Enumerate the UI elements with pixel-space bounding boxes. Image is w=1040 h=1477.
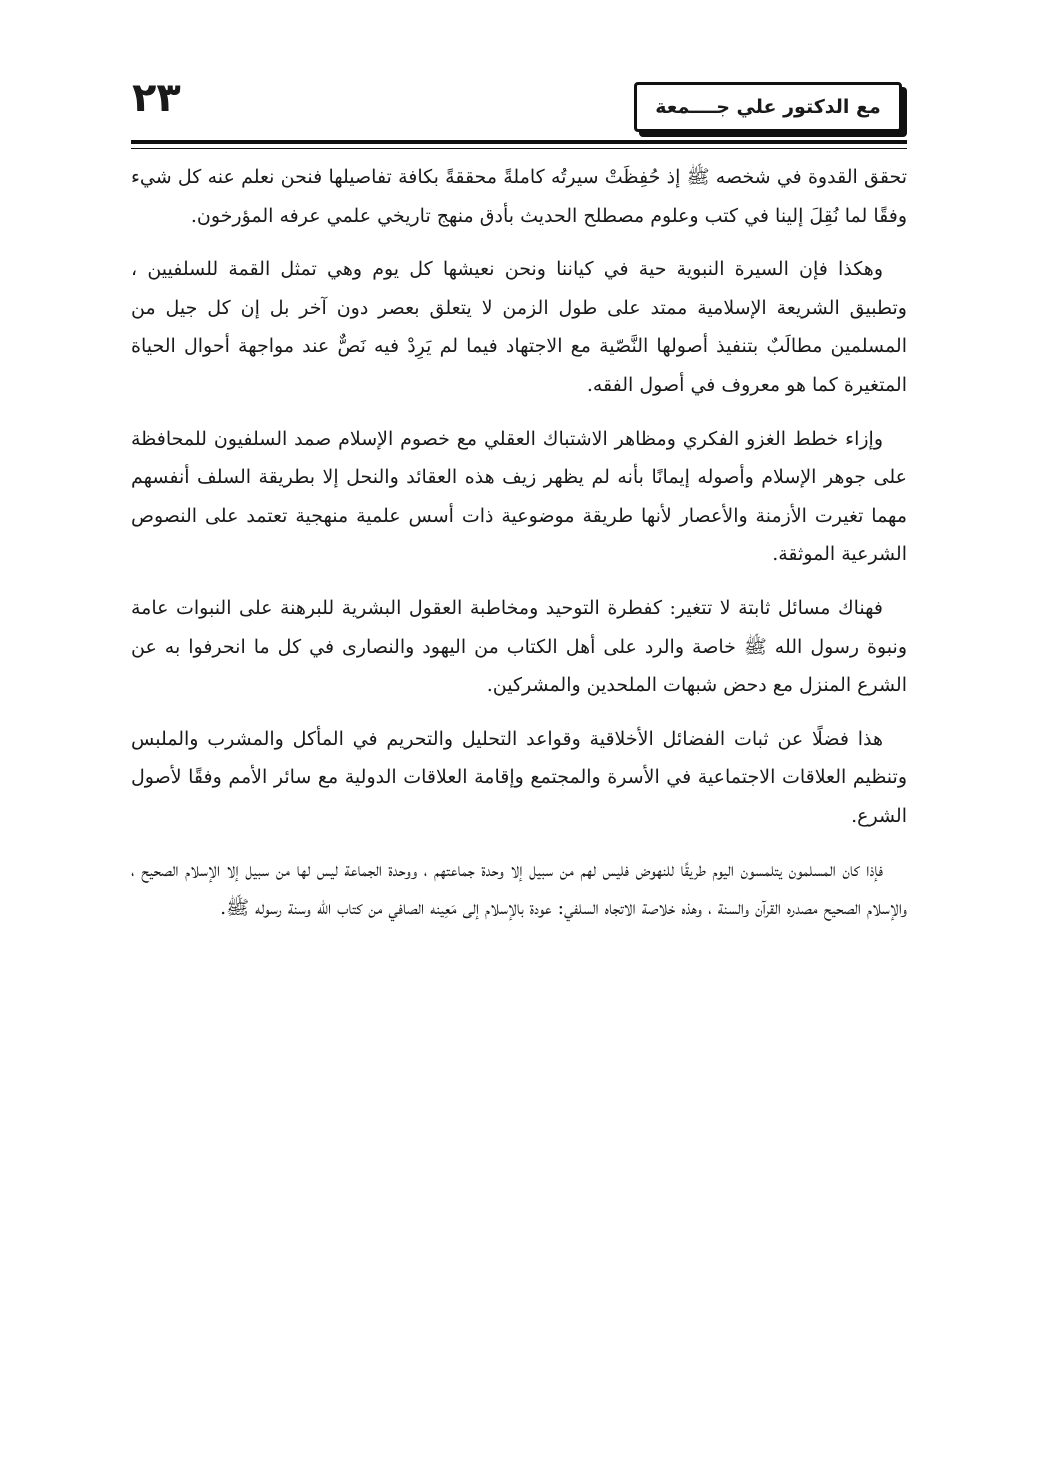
body-text (131, 158, 907, 943)
paragraph-4: فهناك مسائل ثابتة لا تتغير: كفطرة التوحيد ومخاطبة العقول البشرية للبرهنة على النبوات عامة ونبوة رسول الله ﷺ خاصة والرد على أهل الكتاب من اليهود والنصارى في كل ما انحرفوا به عن الشرع المنزل مع دحض شبهات الملحدين والمشركين. (131, 596, 907, 697)
paragraph-3: وإزاء خطط الغزو الفكري ومظاهر الاشتباك العقلي مع خصوم الإسلام صمد السلفيون للمحافظة على جوهر الإسلام وأصوله إيمانًا بأنه لم يظهر زيف هذه العقائد والنحل إلا بطريقة السلف أنفسهم مهما تغيرت الأزمنة والأعصار لأنها طريقة موضوعية ذات أسس علمية منهجية تعتمد على النصوص الشرعية الموثقة. (131, 427, 907, 566)
paragraph-1: تحقق القدوة في شخصه ﷺ إذ حُفِظَتْ سيرتُه كاملةً محققةً بكافة تفاصيلها فنحن نعلم عنه كل شيء وفقًا لما نُقِلَ إلينا في كتب وعلوم مصطلح الحديث بأدق منهج تاريخي علمي عرفه المؤرخون. (131, 166, 907, 227)
page-number: ٢٣ (132, 75, 181, 121)
running-header-box (634, 82, 902, 132)
header-divider-thick (131, 140, 907, 144)
paragraph-2: وهكذا فإن السيرة النبوية حية في كياننا ونحن نعيشها كل يوم وهي تمثل القمة للسلفيين ، وتطبيق الشريعة الإسلامية ممتد على طول الزمن لا يتعلق بعصر دون آخر بل إن كل جيل من المسلمين مطالَبٌ بتنفيذ أصولها النَّصّية مع الاجتهاد فيما لم يَرِدْ فيه نَصٌّ عند مواجهة أحوال الحياة المتغيرة كما هو معروف في أصول الفقه. (131, 258, 907, 396)
header-divider-thin (131, 148, 907, 149)
paragraph-5: هذا فضلًا عن ثبات الفضائل الأخلاقية وقواعد التحليل والتحريم في المأكل والمشرب والملبس وتنظيم العلاقات الاجتماعية في الأسرة والمجتمع وإقامة العلاقات الدولية مع سائر الأمم وفقًا لأصول الشرع. (131, 727, 907, 827)
paragraph-6: فإذا كان المسلمون يتلمسون اليوم طريقًا للنهوض فليس لهم من سبيل إلا وحدة جماعتهم ، ووحدة الجماعة ليس لها من سبيل إلا الإسلام الصحيح ، والإسلام الصحيح مصدره القرآن والسنة ، وهذه خلاصة الاتجاه السلفي: عودة بالإسلام إلى مَعِينه الصافي من كتاب الله وسنة رسوله ﷺ. (131, 858, 907, 920)
running-header-title: مع الدكتور علي جــــمعة (655, 96, 881, 118)
